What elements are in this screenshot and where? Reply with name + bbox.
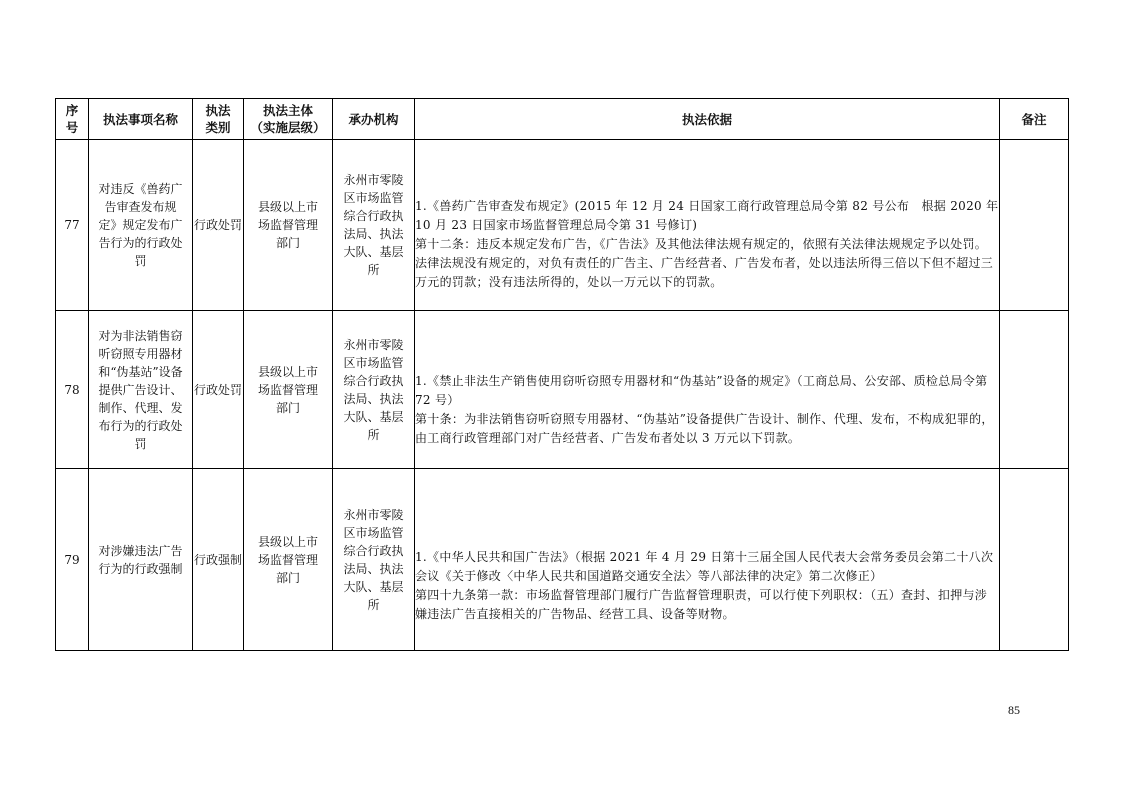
basis-paragraph: 第十二条：违反本规定发布广告，《广告法》及其他法律法规有规定的，依照有关法律法规规定予以处罚。法律法规没有规定的，对负有责任的广告主、广告经营者、广告发布者，处以违法所得三倍以下但不超过三万元的罚款；没有违法所得的，处以一万元以下的罚款。 (415, 236, 994, 289)
row-remark (1000, 140, 1069, 311)
row-remark (1000, 469, 1069, 651)
row-agency: 永州市零陵区市场监管综合行政执法局、执法大队、基层所 (333, 469, 415, 651)
row-remark (1000, 311, 1069, 469)
basis-paragraph: 第十条：为非法销售窃听窃照专用器材、“伪基站”设备提供广告设计、制作、代理、发布，不构成犯罪的，由工商行政管理部门对广告经营者、广告发布者处以 3 万元以下罚款。 (415, 411, 994, 445)
row-subject: 县级以上市场监督管理部门 (244, 469, 333, 651)
header-name: 执法事项名称 (89, 99, 193, 140)
header-remark: 备注 (1000, 99, 1069, 140)
basis-paragraph: 第四十九条第一款：市场监督管理部门履行广告监督管理职责，可以行使下列职权：（五）查封、扣押与涉嫌违法广告直接相关的广告物品、经营工具、设备等财物。 (415, 587, 988, 621)
table-row (56, 311, 1069, 469)
row-basis (415, 140, 1000, 311)
enforcement-table (55, 98, 1069, 651)
row-basis (415, 469, 1000, 651)
row-name: 对为非法销售窃听窃照专用器材和“伪基站”设备提供广告设计、制作、代理、发布行为的行政处罚 (89, 311, 193, 469)
row-agency: 永州市零陵区市场监管综合行政执法局、执法大队、基层所 (333, 140, 415, 311)
row-seq: 79 (56, 469, 89, 651)
row-seq: 77 (56, 140, 89, 311)
table-row (56, 469, 1069, 651)
row-basis (415, 311, 1000, 469)
header-subject (244, 99, 333, 140)
header-subject-line1: 执法主体 (262, 103, 313, 118)
header-row (56, 99, 1069, 140)
row-subject: 县级以上市场监督管理部门 (244, 140, 333, 311)
row-subject: 县级以上市场监督管理部门 (244, 311, 333, 469)
header-category: 执法类别 (193, 99, 244, 140)
header-agency: 承办机构 (333, 99, 415, 140)
page-number: 85 (1008, 703, 1020, 717)
header-subject-line2: （实施层级） (250, 120, 326, 135)
row-category: 行政处罚 (193, 311, 244, 469)
row-category: 行政强制 (193, 469, 244, 651)
basis-paragraph: 1.《兽药广告审查发布规定》(2015 年 12 月 24 日国家工商行政管理总局令第 82 号公布 根据 2020 年 10 月 23 日国家市场监督管理总局令第 31 号修订) (415, 198, 999, 232)
row-name: 对违反《兽药广告审查发布规定》规定发布广告行为的行政处罚 (89, 140, 193, 311)
row-name: 对涉嫌违法广告行为的行政强制 (89, 469, 193, 651)
row-agency: 永州市零陵区市场监管综合行政执法局、执法大队、基层所 (333, 311, 415, 469)
table-row (56, 140, 1069, 311)
row-seq: 78 (56, 311, 89, 469)
row-category: 行政处罚 (193, 140, 244, 311)
header-basis: 执法依据 (415, 99, 1000, 140)
basis-paragraph: 1.《禁止非法生产销售使用窃听窃照专用器材和“伪基站”设备的规定》（工商总局、公安部、质检总局令第 72 号） (415, 373, 988, 407)
header-seq: 序号 (56, 99, 89, 140)
basis-paragraph: 1.《中华人民共和国广告法》（根据 2021 年 4 月 29 日第十三届全国人民代表大会常务委员会第二十八次会议《关于修改〈中华人民共和国道路交通安全法〉等八部法律的决定》第二次修正） (415, 549, 994, 583)
